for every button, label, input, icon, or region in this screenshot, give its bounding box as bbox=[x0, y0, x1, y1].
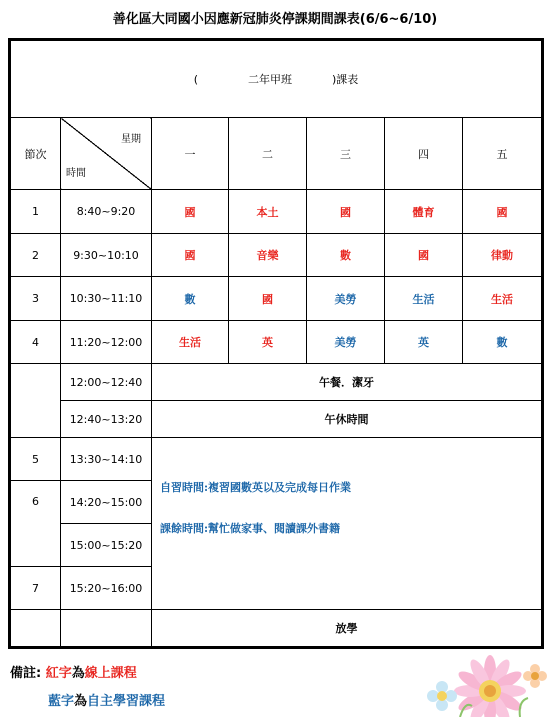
day-header: 二 bbox=[229, 118, 307, 190]
empty-period-cell bbox=[10, 610, 61, 648]
lunch-time: 12:00~12:40 bbox=[61, 364, 152, 401]
subject-cell: 國 bbox=[385, 234, 463, 277]
subject-cell: 國 bbox=[307, 190, 385, 234]
period-time: 14:20~15:00 bbox=[61, 481, 152, 524]
period-number: 5 bbox=[10, 438, 61, 481]
subject-cell: 國 bbox=[152, 190, 229, 234]
subject-cell: 律動 bbox=[463, 234, 543, 277]
subject-cell: 美勞 bbox=[307, 277, 385, 321]
dismiss-label: 放學 bbox=[152, 610, 543, 648]
self-study-line: 課餘時間:幫忙做家事、閱讀課外書籍 bbox=[160, 521, 341, 535]
subject-cell: 國 bbox=[463, 190, 543, 234]
header-row bbox=[10, 118, 543, 190]
period-row bbox=[10, 321, 543, 364]
period-row bbox=[10, 190, 543, 234]
day-header: 四 bbox=[385, 118, 463, 190]
period-time: 10:30~11:10 bbox=[61, 277, 152, 321]
note-line-red bbox=[10, 662, 137, 681]
red-word: 紅字 bbox=[45, 666, 72, 681]
subject-cell: 生活 bbox=[463, 277, 543, 321]
period-time: 15:20~16:00 bbox=[61, 567, 152, 610]
period-row bbox=[10, 234, 543, 277]
subject-cell: 音樂 bbox=[229, 234, 307, 277]
subject-cell: 本土 bbox=[229, 190, 307, 234]
day-header: 五 bbox=[463, 118, 543, 190]
empty-period-cell bbox=[10, 364, 61, 438]
subject-cell: 國 bbox=[229, 277, 307, 321]
subject-cell: 數 bbox=[152, 277, 229, 321]
schedule-table bbox=[8, 38, 544, 649]
flower-decoration bbox=[420, 646, 550, 717]
self-study-line: 自習時間:複習國數英以及完成每日作業 bbox=[160, 481, 352, 495]
self-study-cell bbox=[152, 438, 543, 610]
time-label: 時間 bbox=[66, 168, 86, 179]
note-label: 備註: bbox=[10, 666, 42, 681]
diagonal-header bbox=[61, 118, 152, 190]
flower-icon bbox=[427, 655, 547, 717]
class-title-open: ( bbox=[193, 73, 199, 86]
period-row bbox=[10, 438, 543, 481]
red-desc: 線上課程 bbox=[84, 666, 137, 681]
subject-cell: 數 bbox=[463, 321, 543, 364]
nap-label: 午休時間 bbox=[152, 401, 543, 438]
day-header: 三 bbox=[307, 118, 385, 190]
lunch-row bbox=[10, 364, 543, 401]
note-mid: 為 bbox=[71, 666, 85, 681]
period-time: 9:30~10:10 bbox=[61, 234, 152, 277]
period-time: 15:00~15:20 bbox=[61, 524, 152, 567]
subject-cell: 體育 bbox=[385, 190, 463, 234]
blue-word: 藍字 bbox=[48, 694, 75, 709]
period-number: 6 bbox=[10, 481, 61, 567]
empty-time-cell bbox=[61, 610, 152, 648]
period-number: 3 bbox=[10, 277, 61, 321]
nap-time: 12:40~13:20 bbox=[61, 401, 152, 438]
class-title-close: )課表 bbox=[332, 73, 359, 86]
period-time: 8:40~9:20 bbox=[61, 190, 152, 234]
class-title-row bbox=[10, 40, 543, 118]
subject-cell: 美勞 bbox=[307, 321, 385, 364]
subject-cell: 英 bbox=[229, 321, 307, 364]
class-title bbox=[10, 40, 543, 118]
period-number: 2 bbox=[10, 234, 61, 277]
period-number: 7 bbox=[10, 567, 61, 610]
period-time: 13:30~14:10 bbox=[61, 438, 152, 481]
period-header: 節次 bbox=[10, 118, 61, 190]
page-title: 善化區大同國小因應新冠肺炎停課期間課表(6/6~6/10) bbox=[112, 12, 438, 27]
note-mid: 為 bbox=[74, 694, 88, 709]
note-line-blue bbox=[48, 690, 165, 709]
subject-cell: 國 bbox=[152, 234, 229, 277]
period-time: 11:20~12:00 bbox=[61, 321, 152, 364]
dismiss-row bbox=[10, 610, 543, 648]
subject-cell: 生活 bbox=[152, 321, 229, 364]
subject-cell: 數 bbox=[307, 234, 385, 277]
period-number: 1 bbox=[10, 190, 61, 234]
day-header: 一 bbox=[152, 118, 229, 190]
class-name: 二年甲班 bbox=[248, 73, 293, 86]
nap-row bbox=[10, 401, 543, 438]
blue-desc: 自主學習課程 bbox=[87, 694, 166, 709]
period-row bbox=[10, 277, 543, 321]
subject-cell: 英 bbox=[385, 321, 463, 364]
period-number: 4 bbox=[10, 321, 61, 364]
subject-cell: 生活 bbox=[385, 277, 463, 321]
lunch-label: 午餐．潔牙 bbox=[152, 364, 543, 401]
weekday-label: 星期 bbox=[121, 134, 141, 145]
